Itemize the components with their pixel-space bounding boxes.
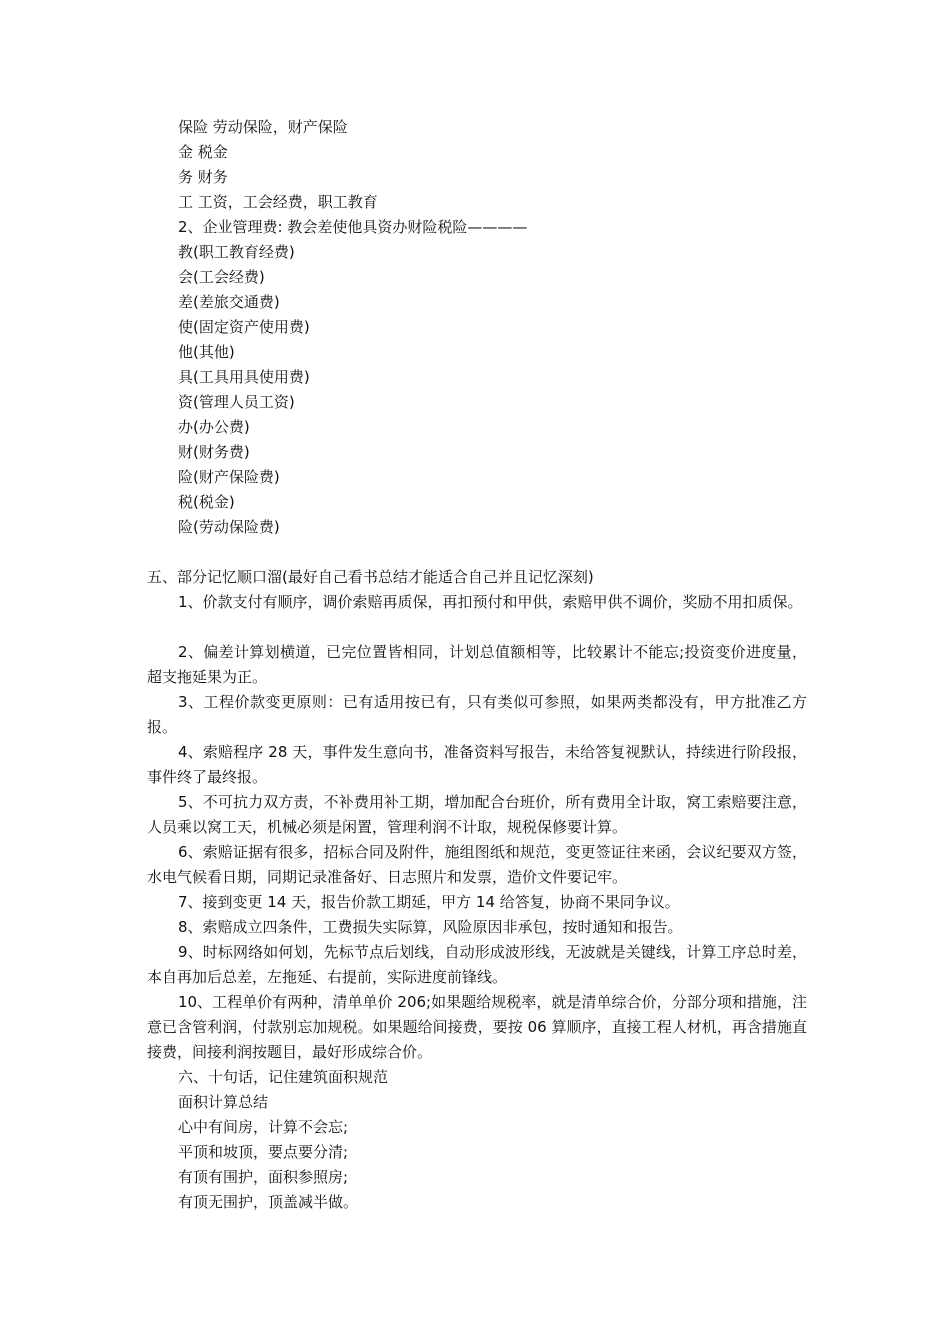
text-line: 有顶无围护，顶盖减半做。: [178, 1193, 359, 1211]
paragraph: 1、价款支付有顺序，调价索赔再质保，再扣预付和甲供，索赔甲供不调价，奖励不用扣质保。: [178, 593, 803, 611]
text-line: 保险 劳动保险，财产保险: [178, 118, 348, 136]
text-line: 他(其他): [178, 343, 235, 361]
section-heading: 五、部分记忆顺口溜(最好自己看书总结才能适合自己并且记忆深刻): [147, 568, 594, 586]
paragraph: 7、接到变更 14 天，报告价款工期延，甲方 14 给答复，协商不果同争议。: [178, 893, 680, 911]
text-line: 工 工资，工会经费，职工教育: [178, 193, 378, 211]
paragraph: 2、偏差计算划横道，已完位置皆相同，计划总值额相等，比较累计不能忘;投资变价进度量，超支拖延果为正。: [147, 643, 807, 686]
text-line: 险(财产保险费): [178, 468, 280, 486]
paragraph: 10、工程单价有两种，清单单价 206;如果题给规税率，就是清单综合价，分部分项和措施，注意已含管利润，付款别忘加规税。如果题给间接费，要按 06 算顺序，直接工程人材机，再含措施直接费，间接利润按题目，最好形成综合价。: [147, 993, 807, 1061]
text-line: 心中有间房，计算不会忘;: [178, 1118, 349, 1136]
text-line: 平顶和坡顶，要点要分清;: [178, 1143, 349, 1161]
text-line: 险(劳动保险费): [178, 518, 280, 536]
text-line: 务 财务: [178, 168, 228, 186]
text-line: 2、企业管理费: 教会差使他具资办财险税险————: [178, 218, 528, 236]
text-line: 教(职工教育经费): [178, 243, 295, 261]
text-line: 使(固定资产使用费): [178, 318, 310, 336]
paragraph: 8、索赔成立四条件，工费损失实际算，风险原因非承包，按时通知和报告。: [178, 918, 683, 936]
text-line: 具(工具用具使用费): [178, 368, 310, 386]
paragraph: 5、不可抗力双方责，不补费用补工期，增加配合台班价，所有费用全计取，窝工索赔要注意，人员乘以窝工天，机械必须是闲置，管理利润不计取，规税保修要计算。: [147, 793, 807, 836]
text-line: 差(差旅交通费): [178, 293, 280, 311]
section-subheading: 面积计算总结: [178, 1093, 269, 1111]
paragraph: 3、工程价款变更原则：已有适用按已有，只有类似可参照，如果两类都没有，甲方批准乙方报。: [147, 693, 807, 736]
text-line: 金 税金: [178, 143, 228, 161]
text-line: 办(办公费): [178, 418, 250, 436]
text-line: 会(工会经费): [178, 268, 265, 286]
paragraph: 9、时标网络如何划，先标节点后划线，自动形成波形线，无波就是关键线，计算工序总时差，本自再加后总差，左拖延、右提前，实际进度前锋线。: [147, 943, 807, 986]
section-heading: 六、十句话，记住建筑面积规范: [178, 1068, 389, 1086]
text-line: 财(财务费): [178, 443, 250, 461]
paragraph: 6、索赔证据有很多，招标合同及附件，施组图纸和规范，变更签证往来函，会议纪要双方签，水电气候看日期，同期记录准备好、日志照片和发票，造价文件要记牢。: [147, 843, 807, 886]
paragraph: 4、索赔程序 28 天，事件发生意向书，准备资料写报告，未给答复视默认，持续进行阶段报，事件终了最终报。: [147, 743, 807, 786]
text-line: 资(管理人员工资): [178, 393, 295, 411]
text-line: 有顶有围护，面积参照房;: [178, 1168, 349, 1186]
text-line: 税(税金): [178, 493, 235, 511]
